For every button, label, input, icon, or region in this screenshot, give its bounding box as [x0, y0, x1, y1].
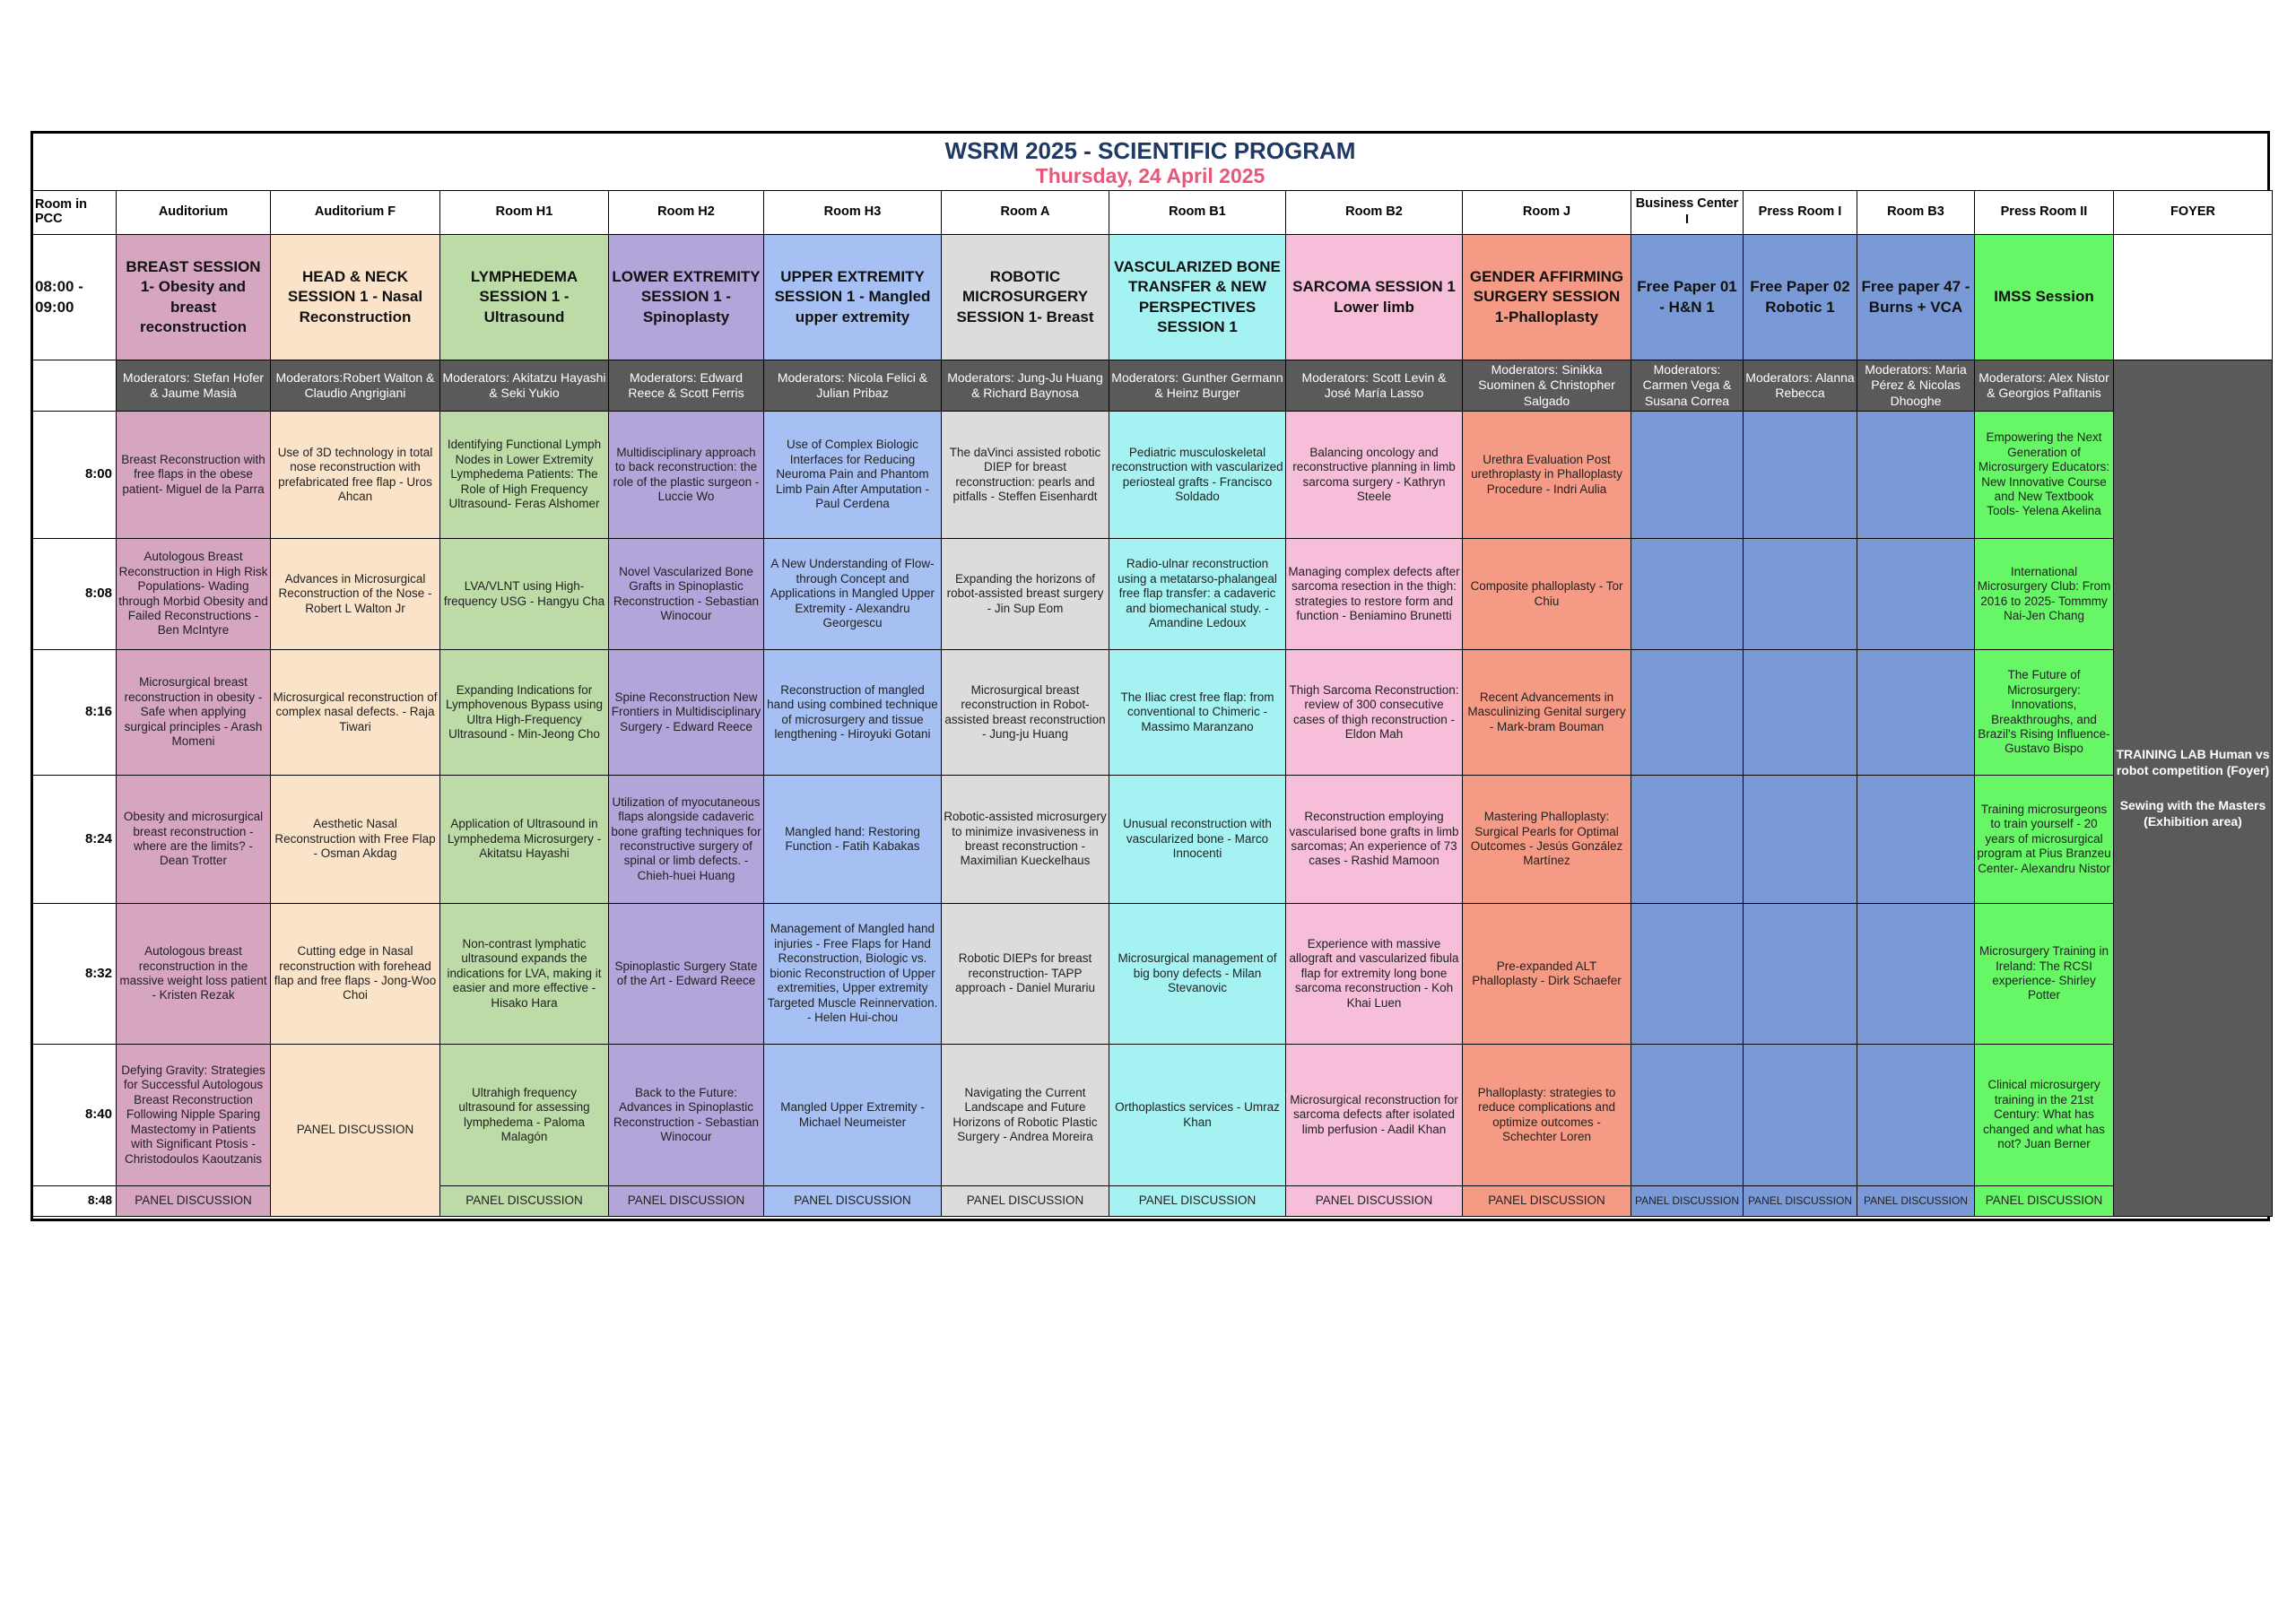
talk-cell: Phalloplasty: strategies to reduce complications and optimize outcomes - Schechter Loren — [1463, 1045, 1631, 1186]
free-paper-cell — [1857, 1045, 1975, 1186]
talk-cell: Managing complex defects after sarcoma resection in the thigh: strategies to restore form and function - Beniamino Brunetti — [1286, 539, 1463, 650]
moderators-row — [33, 360, 2273, 412]
talk-cell: A New Understanding of Flow-through Concept and Applications in Mangled Upper Extremity - Alexandru Georgescu — [764, 539, 942, 650]
room-header-row — [33, 191, 2273, 235]
room-header-h2: Room H2 — [609, 191, 764, 235]
talk-cell: Expanding Indications for Lymphovenous Bypass using Ultra High-Frequency Ultrasound - Min-Jeong Cho — [440, 650, 609, 776]
title-box — [33, 134, 2267, 193]
free-paper-cell — [1631, 776, 1744, 904]
talk-cell: Autologous Breast Reconstruction in High Risk Populations- Wading through Morbid Obesity and Failed Reconstructions - Ben McIntyre — [117, 539, 271, 650]
panel-discussion-cell: PANEL DISCUSSION — [1463, 1186, 1631, 1217]
room-header-b3: Room B3 — [1857, 191, 1975, 235]
talk-cell: Empowering the Next Generation of Microsurgery Educators: New Innovative Course and New Textbook Tools- Yelena Akelina — [1975, 412, 2114, 539]
talk-cell: Composite phalloplasty - Tor Chiu — [1463, 539, 1631, 650]
talk-cell: Clinical microsurgery training in the 21st Century: What has changed and what has not? Juan Berner — [1975, 1045, 2114, 1186]
talk-cell: Thigh Sarcoma Reconstruction: review of 300 consecutive cases of thigh reconstruction - Eldon Mah — [1286, 650, 1463, 776]
free-paper-cell — [1744, 776, 1857, 904]
time-slot-row — [33, 776, 2273, 904]
room-header-press-room-1: Press Room I — [1744, 191, 1857, 235]
room-header-foyer: FOYER — [2114, 191, 2273, 235]
time-label: 8:24 — [33, 776, 117, 904]
panel-discussion-cell: PANEL DISCUSSION — [1109, 1186, 1286, 1217]
panel-discussion-cell: PANEL DISCUSSION — [609, 1186, 764, 1217]
talk-cell: Mangled hand: Restoring Function - Fatih Kabakas — [764, 776, 942, 904]
talk-cell: Pediatric musculoskeletal reconstruction with vascularized periosteal grafts - Francisco Soldado — [1109, 412, 1286, 539]
talk-cell: Obesity and microsurgical breast reconstruction - where are the limits? - Dean Trotter — [117, 776, 271, 904]
talk-cell: Unusual reconstruction with vascularized bone - Marco Innocenti — [1109, 776, 1286, 904]
free-paper-cell — [1744, 1045, 1857, 1186]
time-label: 8:32 — [33, 904, 117, 1045]
talk-cell: Training microsurgeons to train yourself - 20 years of microsurgical program at Pius Branzeu Center- Alexandru Nistor — [1975, 776, 2114, 904]
moderators-h3: Moderators: Nicola Felici & Julian Pribaz — [764, 360, 942, 412]
session-title-auditorium: BREAST SESSION 1- Obesity and breast reconstruction — [117, 235, 271, 360]
moderators-j: Moderators: Sinikka Suominen & Christopher Salgado — [1463, 360, 1631, 412]
moderators-a: Moderators: Jung-Ju Huang & Richard Baynosa — [942, 360, 1109, 412]
time-label: 8:48 — [33, 1186, 117, 1217]
free-paper-cell — [1631, 412, 1744, 539]
talk-cell: Back to the Future: Advances in Spinoplastic Reconstruction - Sebastian Winocour — [609, 1045, 764, 1186]
room-header-a: Room A — [942, 191, 1109, 235]
talk-cell: Reconstruction of mangled hand using combined technique of microsurgery and tissue lengthening - Hiroyuki Gotani — [764, 650, 942, 776]
room-header-auditorium: Auditorium — [117, 191, 271, 235]
talk-cell: Microsurgical breast reconstruction in Robot-assisted breast reconstruction - Jung-ju Huang — [942, 650, 1109, 776]
program-sheet — [30, 131, 2270, 1221]
foyer-training-lab — [2114, 360, 2273, 1217]
room-header-j: Room J — [1463, 191, 1631, 235]
talk-cell: Application of Ultrasound in Lymphedema Microsurgery - Akitatsu Hayashi — [440, 776, 609, 904]
moderators-auditorium-f: Moderators:Robert Walton & Claudio Angrigiani — [271, 360, 440, 412]
session-title-press-room-1: Free Paper 02 Robotic 1 — [1744, 235, 1857, 360]
time-slot-row — [33, 539, 2273, 650]
free-paper-cell — [1744, 539, 1857, 650]
foyer-blank-cell — [2114, 235, 2273, 360]
session-title-a: ROBOTIC MICROSURGERY SESSION 1- Breast — [942, 235, 1109, 360]
moderators-time-blank — [33, 360, 117, 412]
time-slot-row — [33, 412, 2273, 539]
session-title-business-center: Free Paper 01 - H&N 1 — [1631, 235, 1744, 360]
page-title: WSRM 2025 - SCIENTIFIC PROGRAM — [944, 137, 1356, 164]
foyer-line-1: TRAINING LAB Human vs robot competition (Foyer) — [2116, 747, 2270, 777]
talk-cell: Microsurgical reconstruction of complex nasal defects. - Raja Tiwari — [271, 650, 440, 776]
free-paper-cell — [1631, 904, 1744, 1045]
session-title-b1: VASCULARIZED BONE TRANSFER & NEW PERSPECTIVES SESSION 1 — [1109, 235, 1286, 360]
talk-cell: LVA/VLNT using High-frequency USG - Hangyu Cha — [440, 539, 609, 650]
talk-cell: Recent Advancements in Masculinizing Genital surgery - Mark-bram Bouman — [1463, 650, 1631, 776]
talk-cell: Robotic DIEPs for breast reconstruction- TAPP approach - Daniel Murariu — [942, 904, 1109, 1045]
page-date: Thursday, 24 April 2025 — [1035, 164, 1265, 187]
foyer-line-2: Sewing with the Masters (Exhibition area) — [2119, 798, 2266, 829]
talk-cell: Experience with massive allograft and vascularized fibula flap for extremity long bone sarcoma reconstruction - Koh Khai Luen — [1286, 904, 1463, 1045]
session-title-h3: UPPER EXTREMITY SESSION 1 - Mangled upper extremity — [764, 235, 942, 360]
talk-cell: Microsurgical breast reconstruction in obesity - Safe when applying surgical principles - Arash Momeni — [117, 650, 271, 776]
talk-cell: Radio-ulnar reconstruction using a metatarso-phalangeal free flap transfer: a cadaveric and biomechanical study. - Amandine Ledoux — [1109, 539, 1286, 650]
panel-discussion-cell: PANEL DISCUSSION — [764, 1186, 942, 1217]
time-label: 8:00 — [33, 412, 117, 539]
session-title-h2: LOWER EXTREMITY SESSION 1 - Spinoplasty — [609, 235, 764, 360]
room-header-auditorium-f: Auditorium F — [271, 191, 440, 235]
talk-cell: Non-contrast lymphatic ultrasound expands the indications for LVA, making it easier and more effective - Hisako Hara — [440, 904, 609, 1045]
moderators-b1: Moderators: Gunther Germann & Heinz Burger — [1109, 360, 1286, 412]
talk-cell: Orthoplastics services - Umraz Khan — [1109, 1045, 1286, 1186]
moderators-press-room-2: Moderators: Alex Nistor & Georgios Pafitanis — [1975, 360, 2114, 412]
room-header-b2: Room B2 — [1286, 191, 1463, 235]
session-title-b3: Free paper 47 - Burns + VCA — [1857, 235, 1975, 360]
talk-cell: Ultrahigh frequency ultrasound for assessing lymphedema - Paloma Malagón — [440, 1045, 609, 1186]
schedule-grid — [32, 190, 2273, 1217]
talk-cell: International Microsurgery Club: From 2016 to 2025- Tommmy Nai-Jen Chang — [1975, 539, 2114, 650]
panel-discussion-cell: PANEL DISCUSSION — [117, 1186, 271, 1217]
moderators-press-room-1: Moderators: Alanna Rebecca — [1744, 360, 1857, 412]
moderators-h2: Moderators: Edward Reece & Scott Ferris — [609, 360, 764, 412]
free-paper-cell — [1744, 904, 1857, 1045]
time-label: 8:08 — [33, 539, 117, 650]
talk-cell: Urethra Evaluation Post urethroplasty in Phalloplasty Procedure - Indri Aulia — [1463, 412, 1631, 539]
time-slot-row — [33, 1045, 2273, 1186]
session-title-row — [33, 235, 2273, 360]
panel-discussion-cell: PANEL DISCUSSION — [1286, 1186, 1463, 1217]
talk-cell: Autologous breast reconstruction in the massive weight loss patient - Kristen Rezak — [117, 904, 271, 1045]
talk-cell: The Future of Microsurgery: Innovations, Breakthroughs, and Brazil's Rising Influence- Gustavo Bispo — [1975, 650, 2114, 776]
free-paper-cell — [1857, 539, 1975, 650]
talk-cell: Mangled Upper Extremity - Michael Neumeister — [764, 1045, 942, 1186]
room-header-business-center: Business Center I — [1631, 191, 1744, 235]
free-paper-cell — [1744, 412, 1857, 539]
panel-discussion-cell: PANEL DISCUSSION — [1975, 1186, 2114, 1217]
session-time: 08:00 - 09:00 — [33, 235, 117, 360]
talk-cell: Multidisciplinary approach to back reconstruction: the role of the plastic surgeon - Luccie Wo — [609, 412, 764, 539]
moderators-business-center: Moderators: Carmen Vega & Susana Correa — [1631, 360, 1744, 412]
talk-cell: Spine Reconstruction New Frontiers in Multidisciplinary Surgery - Edward Reece — [609, 650, 764, 776]
time-label: 8:16 — [33, 650, 117, 776]
talk-cell: Use of Complex Biologic Interfaces for Reducing Neuroma Pain and Phantom Limb Pain After Amputation - Paul Cerdena — [764, 412, 942, 539]
talk-cell: Utilization of myocutaneous flaps alongside cadaveric bone grafting techniques for reconstructive surgery of spinal or limb defects. - Chieh-huei Huang — [609, 776, 764, 904]
talk-cell: Spinoplastic Surgery State of the Art - Edward Reece — [609, 904, 764, 1045]
room-header-h3: Room H3 — [764, 191, 942, 235]
time-slot-row — [33, 904, 2273, 1045]
talk-cell: Identifying Functional Lymph Nodes in Lower Extremity Lymphedema Patients: The Role of High Frequency Ultrasound- Feras Alshomer — [440, 412, 609, 539]
talk-cell: Robotic-assisted microsurgery to minimize invasiveness in breast reconstruction - Maximilian Kueckelhaus — [942, 776, 1109, 904]
room-header-b1: Room B1 — [1109, 191, 1286, 235]
moderators-h1: Moderators: Akitatzu Hayashi & Seki Yukio — [440, 360, 609, 412]
session-title-press-room-2: IMSS Session — [1975, 235, 2114, 360]
room-in-pcc-label: Room in PCC — [33, 191, 117, 235]
free-paper-cell — [1857, 412, 1975, 539]
talk-cell: Microsurgery Training in Ireland: The RCSI experience- Shirley Potter — [1975, 904, 2114, 1045]
talk-cell: Mastering Phalloplasty: Surgical Pearls for Optimal Outcomes - Jesús González Martínez — [1463, 776, 1631, 904]
talk-cell: Balancing oncology and reconstructive planning in limb sarcoma surgery - Kathryn Steele — [1286, 412, 1463, 539]
room-header-h1: Room H1 — [440, 191, 609, 235]
talk-cell: Microsurgical management of big bony defects - Milan Stevanovic — [1109, 904, 1286, 1045]
session-title-j: GENDER AFFIRMING SURGERY SESSION 1-Phalloplasty — [1463, 235, 1631, 360]
panel-discussion-cell: PANEL DISCUSSION — [440, 1186, 609, 1217]
panel-discussion-cell: PANEL DISCUSSION — [1631, 1186, 1744, 1217]
panel-discussion-cell: PANEL DISCUSSION — [271, 1045, 440, 1217]
talk-cell: Aesthetic Nasal Reconstruction with Free Flap - Osman Akdag — [271, 776, 440, 904]
moderators-b3: Moderators: Maria Pérez & Nicolas Dhooghe — [1857, 360, 1975, 412]
free-paper-cell — [1631, 1045, 1744, 1186]
free-paper-cell — [1857, 776, 1975, 904]
talk-cell: Pre-expanded ALT Phalloplasty - Dirk Schaefer — [1463, 904, 1631, 1045]
talk-cell: Microsurgical reconstruction for sarcoma defects after isolated limb perfusion - Aadil Khan — [1286, 1045, 1463, 1186]
talk-cell: Cutting edge in Nasal reconstruction with forehead flap and free flaps - Jong-Woo Choi — [271, 904, 440, 1045]
talk-cell: Novel Vascularized Bone Grafts in Spinoplastic Reconstruction - Sebastian Winocour — [609, 539, 764, 650]
talk-cell: Use of 3D technology in total nose reconstruction with prefabricated free flap - Uros Ahcan — [271, 412, 440, 539]
session-title-auditorium-f: HEAD & NECK SESSION 1 - Nasal Reconstruction — [271, 235, 440, 360]
talk-cell: The Iliac crest free flap: from conventional to Chimeric - Massimo Maranzano — [1109, 650, 1286, 776]
session-title-b2: SARCOMA SESSION 1 Lower limb — [1286, 235, 1463, 360]
session-title-h1: LYMPHEDEMA SESSION 1 - Ultrasound — [440, 235, 609, 360]
panel-discussion-cell: PANEL DISCUSSION — [1744, 1186, 1857, 1217]
moderators-auditorium: Moderators: Stefan Hofer & Jaume Masià — [117, 360, 271, 412]
free-paper-cell — [1631, 650, 1744, 776]
talk-cell: Reconstruction employing vascularised bone grafts in limb sarcomas; An experience of 73 cases - Rashid Mamoon — [1286, 776, 1463, 904]
free-paper-cell — [1857, 650, 1975, 776]
free-paper-cell — [1857, 904, 1975, 1045]
panel-discussion-cell: PANEL DISCUSSION — [1857, 1186, 1975, 1217]
room-header-press-room-2: Press Room II — [1975, 191, 2114, 235]
moderators-b2: Moderators: Scott Levin & José María Lasso — [1286, 360, 1463, 412]
talk-cell: Breast Reconstruction with free flaps in the obese patient- Miguel de la Parra — [117, 412, 271, 539]
panel-discussion-cell: PANEL DISCUSSION — [942, 1186, 1109, 1217]
talk-cell: Navigating the Current Landscape and Future Horizons of Robotic Plastic Surgery - Andrea Moreira — [942, 1045, 1109, 1186]
time-label: 8:40 — [33, 1045, 117, 1186]
talk-cell: Advances in Microsurgical Reconstruction of the Nose - Robert L Walton Jr — [271, 539, 440, 650]
free-paper-cell — [1631, 539, 1744, 650]
time-slot-row — [33, 650, 2273, 776]
talk-cell: Expanding the horizons of robot-assisted breast surgery - Jin Sup Eom — [942, 539, 1109, 650]
free-paper-cell — [1744, 650, 1857, 776]
talk-cell: Management of Mangled hand injuries - Free Flaps for Hand Reconstruction, Biologic vs. bionic Reconstruction of Upper extremities, Upper extremity Targeted Muscle Reinnervation. - Helen Hui-chou — [764, 904, 942, 1045]
talk-cell: Defying Gravity: Strategies for Successful Autologous Breast Reconstruction Following Nipple Sparing Mastectomy in Patients with Significant Ptosis - Christodoulos Kaoutzanis — [117, 1045, 271, 1186]
talk-cell: The daVinci assisted robotic DIEP for breast reconstruction: pearls and pitfalls - Steffen Eisenhardt — [942, 412, 1109, 539]
